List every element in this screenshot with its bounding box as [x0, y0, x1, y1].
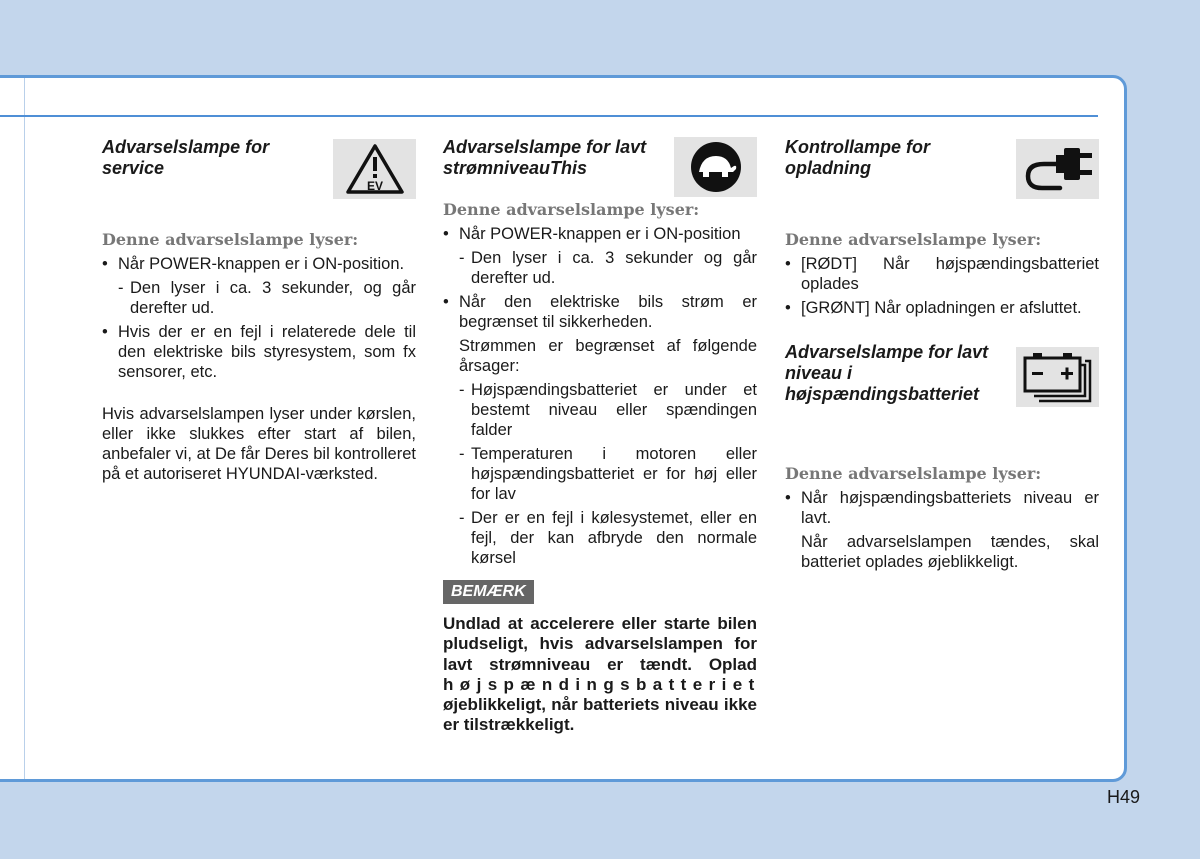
section-title: Kontrollampe for opladning [785, 137, 931, 178]
note-text: Undlad at accelerere eller starte bilen pludseligt, hvis advarselslampen for lavt strømniveau er tændt. Oplad højspændingsbatteriet øjeblikkeligt, når batteriets niveau ikke er tilstrækkeligt. [443, 614, 761, 735]
lights-up-heading: Denne advarselslampe lyser: [102, 230, 359, 249]
list-item: • Når POWER-knappen er i ON-position [443, 224, 757, 244]
lights-up-heading: Denne advarselslampe lyser: [443, 200, 700, 219]
list-item: • [GRØNT] Når opladningen er afsluttet. [785, 298, 1099, 318]
column-charging [785, 135, 1099, 572]
header-rule [0, 115, 1098, 117]
column-low-power-warning [443, 135, 761, 736]
list-item: • Når POWER-knappen er i ON-position. [102, 254, 416, 274]
section-title: Advarselslampe for lavt strømniveauThis [443, 137, 647, 178]
lights-up-heading: Denne advarselslampe lyser: [785, 464, 1042, 483]
list-subitem: - Den lyser i ca. 3 sekunder, og går derefter ud. [118, 279, 416, 317]
list-item-continuation: Når advarselslampen tændes, skal batteriet oplades øjeblikkeligt. [801, 533, 1099, 571]
list-subitem: - Højspændingsbatteriet er under et bestemt niveau eller spændingen falder [459, 381, 757, 439]
note-label: BEMÆRK [443, 580, 534, 604]
charging-plug-icon [1016, 139, 1099, 199]
list-subitem: - Temperaturen i motoren eller højspændingsbatteriet er for høj eller for lav [459, 445, 757, 503]
battery-stack-icon [1016, 347, 1099, 407]
list-item-continuation: Strømmen er begrænset af følgende årsager: [459, 337, 757, 375]
section-title: Advarselslampe for lavt niveau i højspændingsbatteriet [785, 342, 989, 404]
paragraph: Hvis advarselslampen lyser under kørslen, eller ikke slukkes efter start af bilen, anbefaler vi, at De får Deres bil kontrolleret på et autoriseret HYUNDAI-værksted. [102, 405, 416, 483]
section-title: Advarselslampe for service [102, 137, 270, 178]
page-number: H49 [1107, 787, 1141, 807]
turtle-low-power-icon [674, 137, 757, 197]
list-subitem: - Der er en fejl i kølesystemet, eller en fejl, der kan afbryde den normale kørsel [459, 509, 757, 567]
ev-label: EV [366, 179, 383, 193]
ev-service-warning-icon [333, 139, 416, 199]
margin-line [24, 78, 25, 779]
list-subitem: - Den lyser i ca. 3 sekunder og går derefter ud. [459, 249, 757, 287]
list-item: • Når den elektriske bils strøm er begrænset til sikkerheden. [443, 292, 757, 332]
column-service-warning [102, 135, 416, 484]
list-item: • [RØDT] Når højspændingsbatteriet oplades [785, 254, 1099, 294]
list-item: • Hvis der er en fejl i relaterede dele til den elektriske bils styresystem, som fx sensorer, etc. [102, 322, 416, 382]
list-item: • Når højspændingsbatteriets niveau er lavt. [785, 488, 1099, 528]
lights-up-heading: Denne advarselslampe lyser: [785, 230, 1042, 249]
